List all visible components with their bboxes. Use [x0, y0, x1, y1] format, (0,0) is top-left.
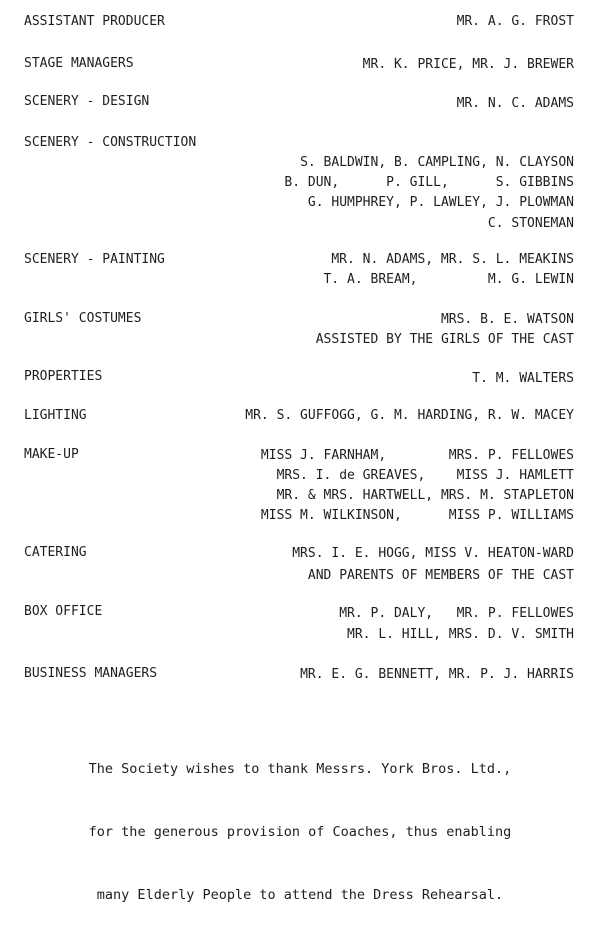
credit-name: ASSISTED BY THE GIRLS OF THE CAST — [315, 332, 574, 347]
role-scenery-construction: SCENERY - CONSTRUCTION — [24, 135, 197, 150]
credit-name: MISS J. FARNHAM, MRS. P. FELLOWES — [260, 448, 574, 463]
credit-name: MR. A. G. FROST — [456, 14, 574, 29]
credit-name: AND PARENTS OF MEMBERS OF THE CAST — [307, 568, 574, 583]
role-scenery-painting: SCENERY - PAINTING — [24, 252, 165, 267]
credit-name: S. BALDWIN, B. CAMPLING, N. CLAYSON — [300, 155, 574, 170]
credit-name: MRS. I. de GREAVES, MISS J. HAMLETT — [276, 468, 574, 483]
credit-name: MR. N. C. ADAMS — [456, 96, 574, 111]
role-girls-costumes: GIRLS' COSTUMES — [24, 311, 142, 326]
credit-name: MR. N. ADAMS, MR. S. L. MEAKINS — [331, 252, 574, 267]
credit-name: T. M. WALTERS — [472, 371, 574, 386]
credit-name: MRS. I. E. HOGG, MISS V. HEATON-WARD — [292, 546, 574, 561]
credit-name: T. A. BREAM, M. G. LEWIN — [323, 272, 574, 287]
credit-name: MISS M. WILKINSON, MISS P. WILLIAMS — [260, 508, 574, 523]
role-box-office: BOX OFFICE — [24, 604, 103, 619]
role-scenery-design: SCENERY - DESIGN — [24, 94, 150, 109]
role-lighting: LIGHTING — [24, 408, 87, 423]
acknowledgement-note — [0, 717, 600, 948]
credit-name: MRS. B. E. WATSON — [440, 312, 574, 327]
role-stage-managers: STAGE MANAGERS — [24, 56, 134, 71]
note-line: The Society wishes to thank Messrs. York Bros. Ltd., — [88, 761, 512, 777]
credit-name: MR. S. GUFFOGG, G. M. HARDING, R. W. MACEY — [245, 408, 574, 423]
credit-name: MR. P. DALY, MR. P. FELLOWES — [339, 606, 574, 621]
credit-name: B. DUN, P. GILL, S. GIBBINS — [284, 175, 574, 190]
credit-name: MR. K. PRICE, MR. J. BREWER — [362, 57, 574, 72]
credit-name: C. STONEMAN — [487, 216, 574, 231]
credit-name: G. HUMPHREY, P. LAWLEY, J. PLOWMAN — [307, 195, 574, 210]
note-line: many Elderly People to attend the Dress Rehearsal. — [96, 887, 504, 903]
credit-name: MR. L. HILL, MRS. D. V. SMITH — [347, 627, 574, 642]
credit-name: MR. E. G. BENNETT, MR. P. J. HARRIS — [300, 667, 574, 682]
note-line: for the generous provision of Coaches, thus enabling — [88, 824, 512, 840]
role-properties: PROPERTIES — [24, 369, 103, 384]
role-assistant-producer: ASSISTANT PRODUCER — [24, 14, 165, 29]
role-business-managers: BUSINESS MANAGERS — [24, 666, 158, 681]
role-make-up: MAKE-UP — [24, 447, 79, 462]
role-catering: CATERING — [24, 545, 87, 560]
credit-name: MR. & MRS. HARTWELL, MRS. M. STAPLETON — [276, 488, 574, 503]
